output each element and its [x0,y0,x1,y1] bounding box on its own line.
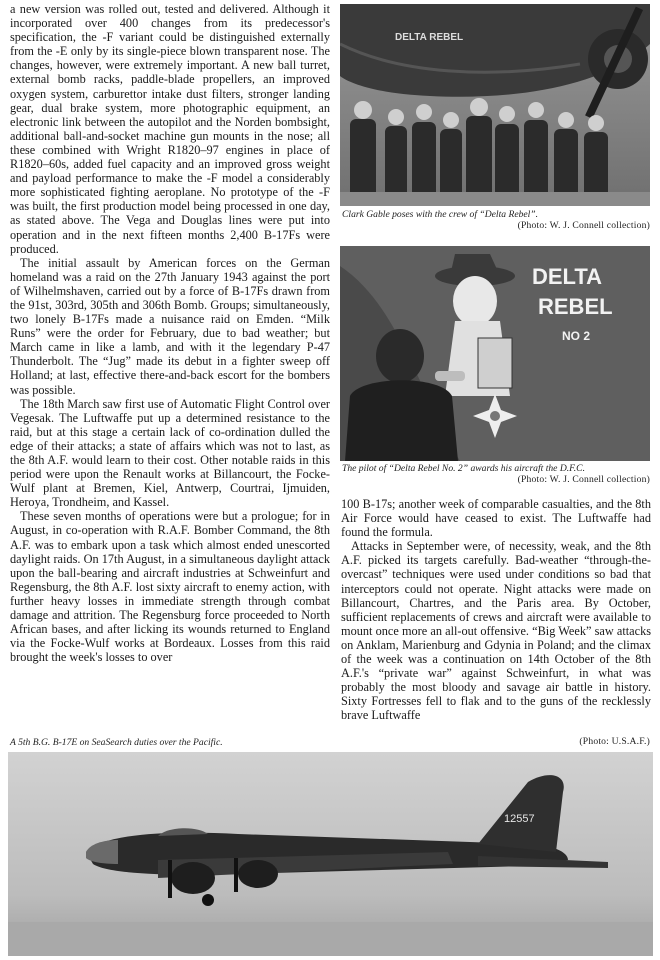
photo3-caption: A 5th B.G. B-17E on SeaSearch duties over the Pacific. [10,737,223,748]
paragraph: 100 B-17s; another week of comparable casualties, and the 8th Air Force would have ceased to exist. The Luftwaffe had found the formula. [341,497,651,540]
paragraph: The initial assault by American forces on the German homeland was a raid on the 27th January 1943 against the port of Wilhelmshaven, carried out by a force of B-17Fs drawn from the 91st, 303rd, 305th and 306th Bomb. Groups; simultaneously, two lonely B-17Fs made a nuisance raid on Emden. “Milk Runs” were the order for February, due to bad weather; but March came in like a lamb, and with it the legendary P-47 Thunderbolt. The “Jug” made its debut in a fighter sweep off Holland; at last, effective there-and-back escort for the bombers was possible. [10,255,330,397]
photo2-caption: The pilot of “Delta Rebel No. 2” awards his aircraft the D.F.C. [342,463,585,474]
paragraph: a new version was rolled out, tested and delivered. Although it incorporated over 400 changes from its predecessor's specification, the -F variant could be distinguished externally from the -E only by its single-piece blown transparent nose. The changes, however, were extremely important. A new ball turret, external bomb racks, paddle-blade propellers, an improved oxygen system, carburettor intake dust filters, stronger landing gear, dual brake system, more photographic equipment, an electronic link between the autopilot and the Norden bombsight, additional ball-and-socket machine gun mounts in the nose; all these combined with Wright R1820–97 engines in place of R1820–60s, added fuel capacity and an improved gross weight and payload performance to make the -F model a considerably more sophisticated fighting aeroplane. No prototype of the -F was built, the first production model being processed in one day, as stated above. The Vega and Douglas lines were put into operation and in the next fifteen months 2,400 B-17Fs were produced. [10,2,330,256]
left-text-column [10,2,330,664]
paragraph: The 18th March saw first use of Automatic Flight Control over Vegesak. The Luftwaffe put up a determined resistance to the raid, but at this stage a certain lack of co-ordination dulled the edge of their attacks; a state of affairs which was not to last, as the 8th A.F. would learn to their cost. Other notable raids in this period were upon the Renault works at Billancourt, the Focke-Wulf plant at Bremen, Kiel, Antwerp, Courtrai, Ijmuiden, Heroya, Trondheim, and Kassel. [10,396,330,510]
photo-crew-delta-rebel [340,4,650,206]
photo-b17e-flight [8,752,653,956]
photo1-caption-block [342,209,650,231]
photo1-caption: Clark Gable poses with the crew of “Delta Rebel”. [342,209,539,220]
right-text-column [341,497,651,723]
paragraph: Attacks in September were, of necessity, weak, and the 8th A.F. picked its targets carefully. Bad-weather “through-the-overcast” techniques were used under conditions so bad that interceptors could not operate. Night attacks were made on Billancourt, Chartres, and the Paris area. By October, sufficient replacements of crews and aircraft were available to mount once more an all-out offensive. “Big Week” saw attacks on Anklam, Marienburg and Gdynia in Poland; and the climax of the week was a continuation on 14th October of the 8th A.F.'s “private war” against Schweinfurt, in what was probably the most bloody and savage air battle in history. Sixty Fortresses fell to flak and to the guns of the recklessly brave Luftwaffe [341,539,651,723]
photo-delta-rebel-no2 [340,246,650,461]
photo-dfc-image [340,246,650,461]
photo-crew-image [340,4,650,206]
photo-b17e-image [8,752,653,956]
paragraph: These seven months of operations were but a prologue; for in August, in co-operation with R.A.F. Bomber Command, the 8th A.F. was to embark upon a task which almost ended unescorted daylight raids. On 17th August, in a simultaneous daylight attack upon the ball-bearing and aircraft industries at Schweinfurt and Regensburg, the 8th A.F. lost sixty aircraft to enemy action, with further heavy losses in immediate strength through combat damage and attrition. The Regensburg force proceeded to North African bases, and after licking its wounds returned to England via the Focke-Wulf works at Bordeaux. Losses from this raid brought the week's losses to over [10,509,330,665]
photo3-credit: (Photo: U.S.A.F.) [579,736,650,747]
photo2-credit: (Photo: W. J. Connell collection) [517,474,650,485]
photo2-caption-block [342,463,650,485]
nose-art-text: DELTA REBEL [395,32,464,43]
photo1-credit: (Photo: W. J. Connell collection) [517,220,650,231]
nose-art-no2: NO 2 [562,329,591,343]
tail-number: 12557 [504,813,535,825]
nose-art-delta: DELTA [532,264,603,289]
nose-art-rebel: REBEL [538,294,613,319]
